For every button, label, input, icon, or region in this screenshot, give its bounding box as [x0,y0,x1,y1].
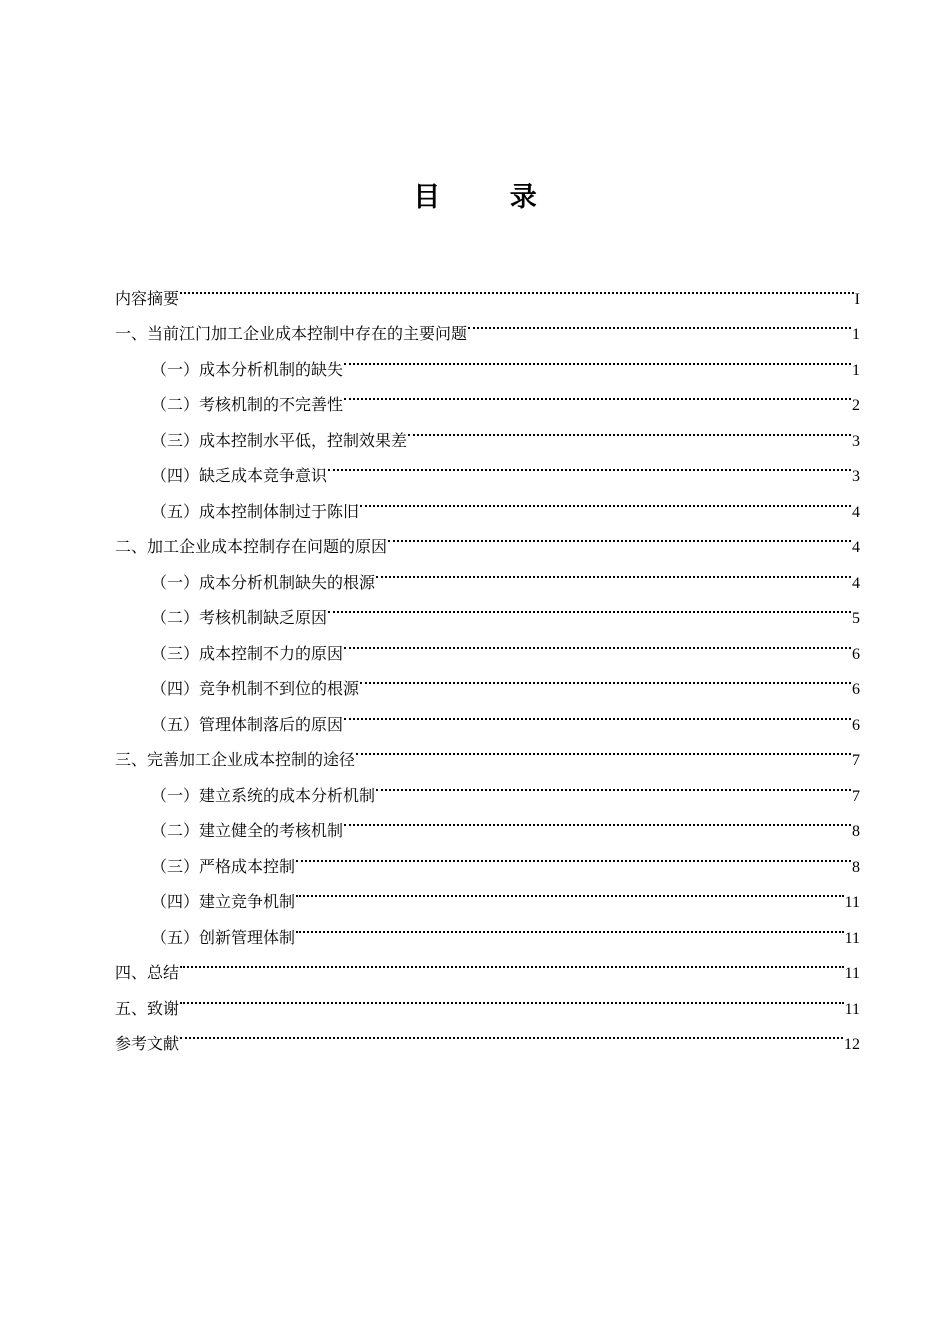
toc-entry-page: 7 [852,752,860,769]
toc-entry-label: 二、加工企业成本控制存在问题的原因 [115,537,388,556]
toc-entry-label: （二）考核机制的不完善性 [151,395,344,414]
toc-title: 目 录 [413,182,567,213]
toc-entry-page: 6 [852,716,860,734]
toc-entry-label: （五）成本控制体制过于陈旧 [151,501,360,521]
toc-leader-dots [180,268,854,304]
toc-entry-label: （三）成本控制水平低，控制效果差 [151,430,408,450]
toc-entry-page: 12 [844,1036,860,1053]
toc-entry-label: （一）成本分析机制缺失的根源 [151,572,376,592]
toc-entry-page: 11 [844,965,860,982]
toc-leader-dots [180,943,844,979]
toc-entry-page: 7 [852,787,860,805]
toc-entry-label: 三、完善加工企业成本控制的途径 [115,750,356,769]
toc-entry-page: 4 [852,574,860,592]
toc-entry-label: （二）建立健全的考核机制 [151,821,344,840]
toc-entry-page: 3 [852,468,860,485]
toc-leader-dots [344,801,851,837]
toc-entry-label: （二）考核机制缺乏原因 [151,608,328,627]
toc-entry-page: 3 [852,432,860,450]
toc-leader-dots [360,481,851,517]
toc-entry-page: 2 [852,397,860,414]
toc-entry-page: 6 [852,681,860,698]
toc-leader-dots [376,552,851,588]
toc-leader-dots [328,446,851,482]
toc-entry-page: 11 [844,929,860,947]
toc-entry-label: 一、当前江门加工企业成本控制中存在的主要问题 [115,324,468,343]
toc-entry-page: 6 [852,645,860,663]
toc-leader-dots [356,730,851,766]
toc-list [115,268,860,1053]
toc-entry-label: （三）严格成本控制 [151,856,296,876]
toc-entry-label: 内容摘要 [115,288,180,308]
toc-entry-label: 参考文献 [115,1034,180,1053]
toc-entry-label: （一）建立系统的成本分析机制 [151,785,376,805]
toc-entry-label: （四）缺乏成本竞争意识 [151,466,328,485]
toc-leader-dots [344,339,851,375]
toc-entry[interactable] [115,268,860,308]
toc-leader-dots [468,304,851,340]
toc-entry-label: 四、总结 [115,963,180,982]
toc-leader-dots [376,765,851,801]
toc-leader-dots [344,694,851,730]
toc-leader-dots [296,872,844,908]
toc-entry-label: （四）建立竞争机制 [151,892,296,911]
toc-entry-label: （一）成本分析机制的缺失 [151,359,344,379]
toc-leader-dots [344,375,851,411]
toc-entry-label: 五、致谢 [115,998,180,1018]
toc-entry-page: 5 [852,610,860,627]
toc-leader-dots [180,1014,843,1050]
toc-entry-page: 4 [852,539,860,556]
toc-entry[interactable] [115,304,860,343]
toc-entry[interactable] [115,943,860,982]
toc-entry-page: 4 [852,503,860,521]
toc-entry-page: 1 [852,326,860,343]
toc-entry-page: 1 [852,361,860,379]
toc-leader-dots [180,978,844,1014]
toc-entry-label: （五）管理体制落后的原因 [151,714,344,734]
toc-entry-label: （五）创新管理体制 [151,927,296,947]
toc-entry[interactable] [115,978,860,1018]
toc-leader-dots [388,517,851,553]
toc-entry-page: I [854,290,860,308]
toc-leader-dots [360,659,851,695]
toc-entry-page: 11 [844,894,860,911]
toc-leader-dots [296,907,844,943]
toc-entry[interactable] [115,1014,860,1053]
toc-entry-label: （四）竞争机制不到位的根源 [151,679,360,698]
toc-leader-dots [296,836,851,872]
toc-entry-page: 11 [844,1000,860,1018]
toc-entry-page: 8 [852,823,860,840]
toc-leader-dots [408,410,851,446]
toc-leader-dots [328,588,851,624]
toc-leader-dots [344,623,851,659]
toc-entry-label: （三）成本控制不力的原因 [151,643,344,663]
toc-entry-page: 8 [852,858,860,876]
